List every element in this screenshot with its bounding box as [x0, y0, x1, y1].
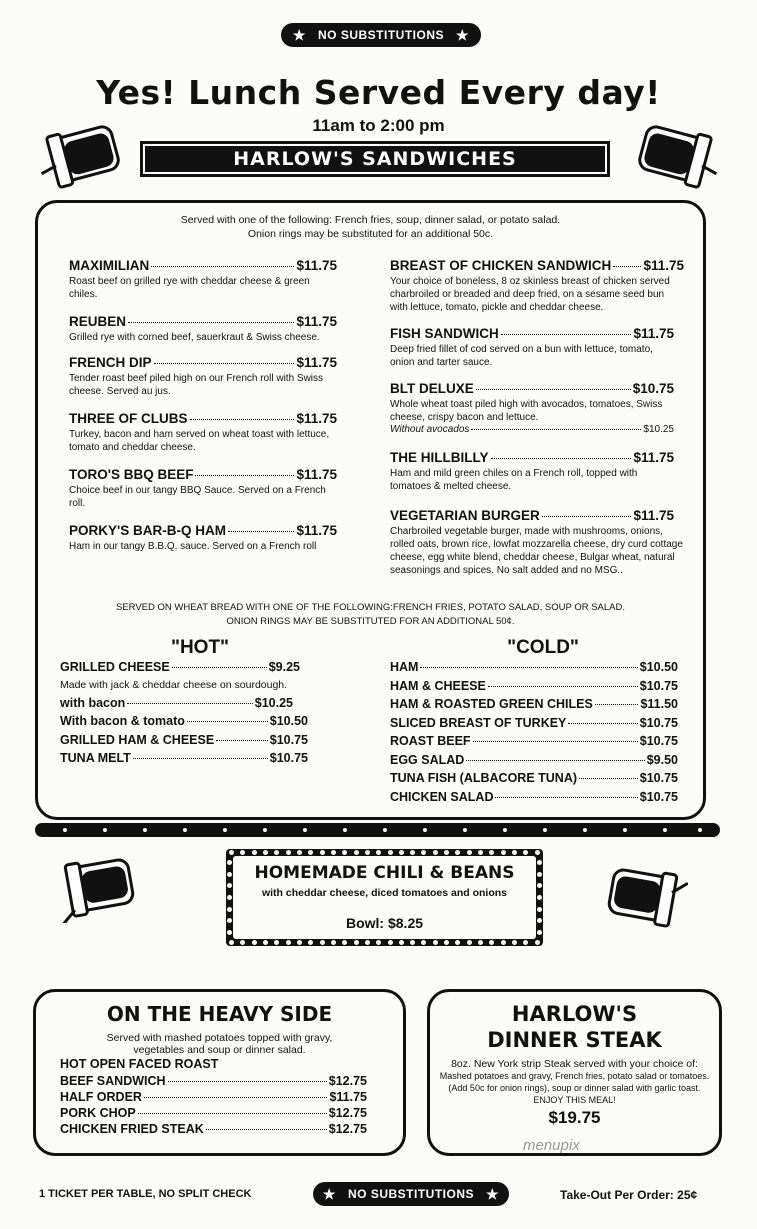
item-description: Choice beef in our tangy BBQ Sauce. Served on a French roll.: [69, 485, 326, 509]
item-price: $11.75: [296, 314, 337, 329]
wheat-bread-note: [40, 601, 701, 629]
item-name: With bacon & tomato: [60, 714, 185, 728]
item-name: HAM & ROASTED GREEN CHILES: [390, 697, 593, 711]
footer-no-substitutions-badge: [313, 1182, 509, 1206]
steak-price: $19.75: [548, 1108, 601, 1127]
lunch-hours: 11am to 2:00 pm: [312, 116, 445, 135]
dinner-steak-box: [427, 989, 722, 1156]
item-description: Deep fried fillet of cod served on a bun with lettuce, tomato, onion and tarter sauce.: [390, 344, 653, 368]
without-avocados-option: [390, 424, 674, 435]
item-name: THREE OF CLUBS: [69, 411, 188, 426]
item-name: TUNA FISH (ALBACORE TUNA): [390, 771, 578, 785]
spotlight-icon: [632, 115, 722, 190]
item-price: $11.75: [296, 467, 337, 482]
item-name: BEEF SANDWICH: [60, 1074, 166, 1088]
item-price: $10.50: [639, 660, 678, 674]
item-name: PORK CHOP: [60, 1106, 136, 1120]
item-price: $11.75: [633, 450, 674, 465]
item-name: FISH SANDWICH: [390, 326, 499, 341]
menu-item: [390, 381, 674, 435]
item-description: Grilled rye with corned beef, sauerkraut & Swiss cheese.: [69, 332, 320, 343]
item-price: $10.75: [632, 381, 674, 396]
item-price: $9.25: [268, 660, 300, 674]
section-title: HARLOW'S SANDWICHES: [143, 144, 607, 174]
item-name: CHICKEN FRIED STEAK: [60, 1122, 204, 1136]
detail-line: ENJOY THIS MEAL!: [533, 1095, 616, 1105]
steak-details: [430, 1070, 719, 1106]
menu-item: [390, 326, 674, 369]
cold-list: [390, 660, 678, 808]
chili-price: Bowl: $8.25: [345, 915, 424, 931]
menu-item: [69, 355, 337, 398]
item-name: BREAST OF CHICKEN SANDWICH: [390, 258, 612, 273]
note-line: ONION RINGS MAY BE SUBSTITUTED FOR AN ADDITIONAL 50¢.: [226, 616, 515, 627]
item-name: TUNA MELT: [60, 751, 131, 765]
item-price: $10.25: [254, 695, 293, 710]
option-label: Without avocados: [390, 424, 470, 435]
item-price: $10.75: [269, 732, 308, 747]
item-price: $11.75: [296, 355, 337, 370]
menu-item: [390, 508, 684, 577]
sandwich-note: [40, 213, 701, 241]
note-line: Served with one of the following: French fries, soup, dinner salad, or potato salad.: [180, 214, 561, 226]
note-line: vegetables and soup or dinner salad.: [133, 1044, 306, 1056]
footer-ticket-note: 1 TICKET PER TABLE, NO SPLIT CHECK: [39, 1188, 252, 1200]
item-price: $10.75: [639, 771, 678, 785]
spotlight-icon: [55, 848, 140, 923]
item-price: $9.50: [646, 752, 678, 767]
star-icon: ★: [456, 26, 470, 43]
footer-takeout-fee: Take-Out Per Order: 25¢: [560, 1188, 698, 1202]
item-description: Roast beef on grilled rye with cheddar cheese & green chiles.: [69, 276, 310, 300]
item-description: Whole wheat toast piled high with avocados, tomatoes, Swiss cheese, crispy bacon and lettuce.: [390, 399, 663, 423]
steak-title-line1: HARLOW'S: [511, 1002, 638, 1026]
item-price: $11.75: [633, 326, 674, 341]
item-name: THE HILLBILLY: [390, 450, 489, 465]
option-price: $10.25: [643, 424, 674, 435]
heavy-title: ON THE HEAVY SIDE: [106, 1002, 333, 1026]
detail-line: (Add 50c for onion rings), soup or dinner salad with garlic toast.: [448, 1083, 701, 1093]
item-price: $11.50: [640, 697, 678, 711]
chili-subtitle: with cheddar cheese, diced tomatoes and onions: [261, 887, 508, 899]
item-price: $10.75: [639, 678, 678, 693]
item-description: Ham in our tangy B.B.Q. sauce. Served on a French roll: [69, 541, 317, 552]
sandwiches-banner: [140, 141, 610, 177]
item-name: PORKY'S BAR-B-Q HAM: [69, 523, 226, 538]
item-name: MAXIMILIAN: [69, 258, 150, 273]
item-price: $12.75: [328, 1122, 367, 1136]
star-icon: ★: [486, 1185, 500, 1202]
hot-heading: "HOT": [170, 637, 230, 658]
item-description: Made with jack & cheddar cheese on sourdough.: [60, 678, 288, 691]
item-description: Your choice of boneless, 8 oz skinless breast of chicken served charbroiled or breaded and deep fried, on a sesame seed bun with lettuce, tomato, pickle and cheddar cheese.: [390, 276, 670, 313]
menu-item: [390, 258, 684, 314]
badge-label: NO SUBSTITUTIONS: [347, 1187, 474, 1201]
item-name: FRENCH DIP: [69, 355, 152, 370]
chili-title: HOMEMADE CHILI & BEANS: [254, 863, 515, 883]
star-icon: ★: [322, 1185, 336, 1202]
watermark: menupix: [523, 1137, 580, 1154]
item-price: $12.75: [328, 1074, 367, 1088]
star-icon: ★: [292, 26, 306, 43]
menu-item: [390, 450, 674, 493]
item-price: $11.75: [329, 1090, 367, 1104]
item-name: SLICED BREAST OF TURKEY: [390, 715, 567, 730]
cold-heading: "COLD": [507, 637, 579, 658]
badge-label: NO SUBSTITUTIONS: [317, 28, 444, 42]
item-price: $10.75: [269, 751, 308, 765]
menu-item: [69, 523, 339, 553]
spotlight-icon: [36, 115, 126, 190]
item-price: $11.75: [633, 508, 674, 523]
item-price: $11.75: [296, 258, 337, 273]
item-name: REUBEN: [69, 314, 127, 329]
hot-list: [60, 660, 308, 770]
item-description: Ham and mild green chiles on a French roll, topped with tomatoes & melted cheese.: [390, 468, 638, 492]
item-name: TORO'S BBQ BEEF: [69, 467, 194, 482]
item-name: GRILLED CHEESE: [60, 660, 170, 674]
detail-line: Mashed potatoes and gravy, French fries, potato salad or tomatoes.: [439, 1071, 710, 1081]
spotlight-icon: [603, 858, 688, 933]
item-description: Tender roast beef piled high on our French roll with Swiss cheese. Served au jus.: [69, 373, 324, 397]
top-no-substitutions-badge: [281, 23, 481, 47]
note-line: SERVED ON WHEAT BREAD WITH ONE OF THE FOLLOWING:FRENCH FRIES, POTATO SALAD, SOUP OR SALAD.: [115, 602, 626, 613]
note-line: Onion rings may be substituted for an additional 50c.: [247, 228, 494, 240]
item-name: with bacon: [60, 695, 126, 710]
item-price: $12.75: [328, 1106, 367, 1120]
menu-item: [69, 258, 337, 301]
item-name: VEGETARIAN BURGER: [390, 508, 540, 523]
item-price: $11.75: [643, 258, 684, 273]
item-price: $11.75: [296, 411, 337, 426]
item-name: BLT DELUXE: [390, 381, 474, 396]
item-price: $10.50: [269, 714, 308, 728]
steak-title-line2: DINNER STEAK: [487, 1028, 662, 1052]
item-description: Turkey, bacon and ham served on wheat toast with lettuce, tomato and cheddar cheese.: [69, 429, 330, 453]
menu-item: [69, 467, 337, 510]
menu-item: [69, 314, 342, 344]
item-name: CHICKEN SALAD: [390, 789, 494, 804]
heavy-pre-label: HOT OPEN FACED ROAST: [60, 1057, 219, 1071]
decorative-stripe: [35, 823, 720, 837]
item-name: GRILLED HAM & CHEESE: [60, 732, 215, 747]
item-price: $10.75: [639, 715, 678, 730]
item-price: $10.75: [639, 789, 678, 804]
item-name: ROAST BEEF: [390, 734, 471, 748]
steak-lead: 8oz. New York strip Steak served with your choice of:: [451, 1058, 698, 1070]
item-name: HAM & CHEESE: [390, 678, 486, 693]
note-line: Served with mashed potatoes topped with gravy,: [106, 1032, 333, 1044]
menu-item: [69, 411, 337, 454]
item-name: HALF ORDER: [60, 1090, 142, 1104]
page-headline: Yes! Lunch Served Every day!: [96, 73, 661, 112]
heavy-note: [36, 1032, 403, 1056]
heavy-side-box: [33, 989, 406, 1156]
item-description: Charbroiled vegetable burger, made with mushrooms, onions, rolled oats, brown rice, lowfat mozzarella cheese, dry curd cottage cheese, egg white blend, cheddar cheese, Bulgar wheat, natural seasonings and spices. No salt added and no MSG..: [390, 526, 683, 576]
item-name: EGG SALAD: [390, 752, 465, 767]
chili-marquee: [226, 849, 543, 946]
item-price: $10.75: [639, 734, 678, 748]
item-name: HAM: [390, 660, 419, 674]
item-price: $11.75: [296, 523, 337, 538]
